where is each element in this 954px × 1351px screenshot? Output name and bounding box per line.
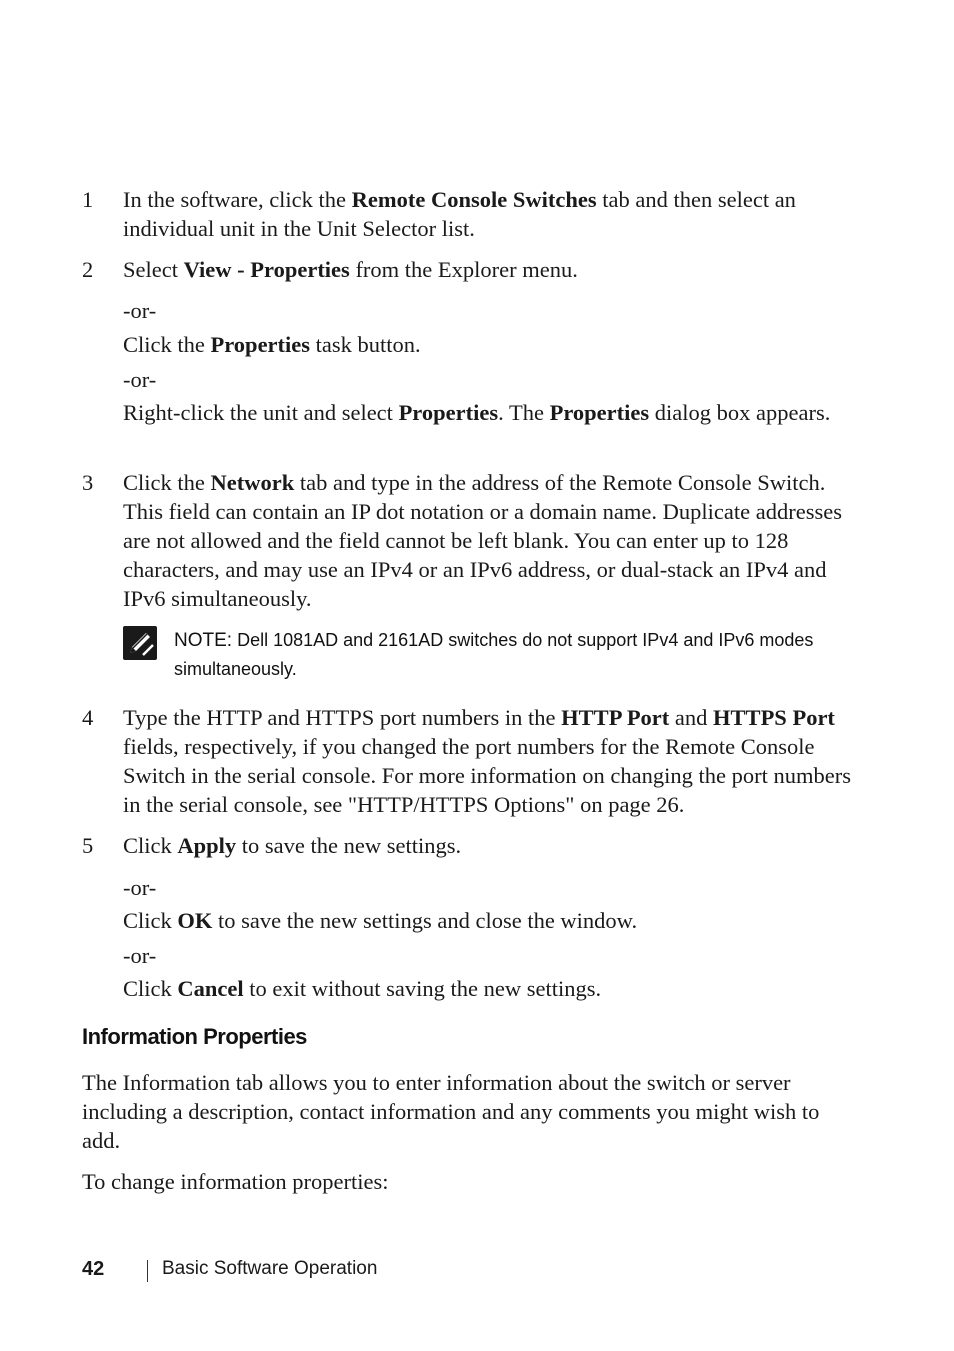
ui-term: Properties xyxy=(398,400,499,425)
step-text: Click the Network tab and type in the address of the Remote Console Switch. This field can contain an IP dot notation or a domain name. Duplicate addresses are not allowed and the field cannot be left blank. You can enter up to 128 characters, and may use an IPv4 or an IPv6 address, or dual-stack an IPv4 and IPv6 simultaneously. xyxy=(123,470,842,611)
step-1 xyxy=(82,185,862,243)
step-text: Select View - Properties from the Explorer menu. xyxy=(123,257,578,282)
step-number: 2 xyxy=(82,257,94,282)
ui-term: HTTPS Port xyxy=(713,705,835,730)
ui-term: Cancel xyxy=(177,976,244,1001)
step-3 xyxy=(82,468,862,613)
pencil-note-icon xyxy=(123,626,157,660)
step-text: In the software, click the Remote Console Switches tab and then select an individual unit in the Unit Selector list. xyxy=(123,187,796,241)
alt-instruction: Click OK to save the new settings and close the window. xyxy=(123,908,638,933)
ui-term: Properties xyxy=(210,332,311,357)
alt-instruction: Click Cancel to exit without saving the new settings. xyxy=(123,976,602,1001)
step-number: 3 xyxy=(82,470,94,495)
section-intro: The Information tab allows you to enter information about the switch or server including a description, contact information and any comments you might wish to add. xyxy=(82,1070,820,1153)
step-text: Click Apply to save the new settings. xyxy=(123,833,462,858)
ui-term: Apply xyxy=(177,833,237,858)
step-number: 5 xyxy=(82,833,94,858)
step-text: Type the HTTP and HTTPS port numbers in the HTTP Port and HTTPS Port fields, respectively, if you changed the port numbers for the Remote Console Switch in the serial console. For more information on changing the port numbers in the serial console, see "HTTP/HTTPS Options" on page 26. xyxy=(123,705,851,817)
note-text: NOTE: Dell 1081AD and 2161AD switches do not support IPv4 and IPv6 modes simultaneously. xyxy=(174,630,814,679)
alt-instruction: Click the Properties task button. xyxy=(123,332,421,357)
page-number: 42 xyxy=(82,1258,105,1280)
step-number: 4 xyxy=(82,705,94,730)
or-separator: -or- xyxy=(123,875,157,900)
ui-term: OK xyxy=(177,908,213,933)
or-separator: -or- xyxy=(123,298,157,323)
ui-term: HTTP Port xyxy=(561,705,670,730)
step-2 xyxy=(82,255,862,284)
ui-term: Remote Console Switches xyxy=(351,187,597,212)
note-callout xyxy=(123,626,863,684)
step-4 xyxy=(82,703,862,819)
step-5 xyxy=(82,831,862,860)
ui-term: View - Properties xyxy=(183,257,350,282)
footer-divider xyxy=(147,1260,148,1282)
alt-instruction: Right-click the unit and select Properties. The Properties dialog box appears. xyxy=(123,400,831,425)
step-number: 1 xyxy=(82,187,94,212)
or-separator: -or- xyxy=(123,367,157,392)
ui-term: Properties xyxy=(549,400,650,425)
section-lead: To change information properties: xyxy=(82,1169,389,1194)
ui-term: Network xyxy=(210,470,295,495)
or-separator: -or- xyxy=(123,943,157,968)
chapter-title: Basic Software Operation xyxy=(162,1258,378,1279)
note-label: NOTE: xyxy=(174,630,233,651)
section-heading: Information Properties xyxy=(82,1024,307,1049)
